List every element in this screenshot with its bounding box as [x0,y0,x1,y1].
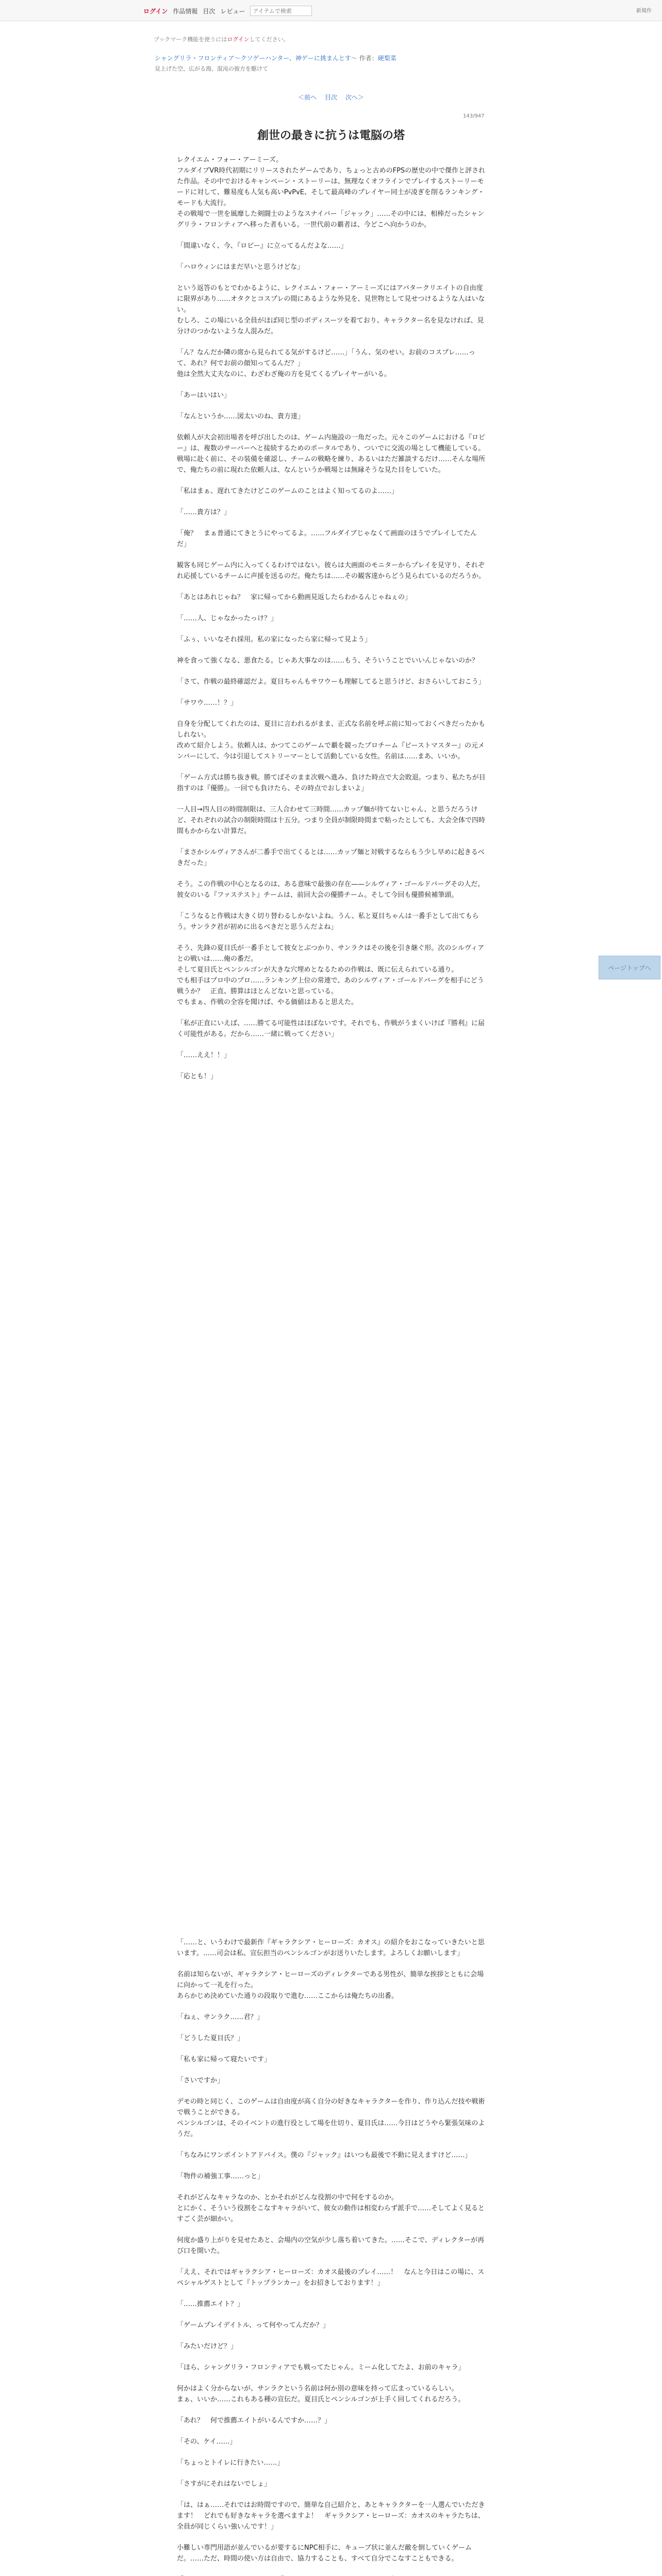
paragraph: 「間違いなく、今、『ロビー』に立ってるんだよな……」 [177,242,347,250]
paragraph: 「まさかシルヴィアさんが二番手で出てくるとは……カップ麺と対戦するならもう少し早めに起きるべきだった」 [177,849,485,867]
paragraph: 「サワウ……！？」 [177,699,238,707]
login-label[interactable]: ログイン [143,7,168,15]
paragraph: 「こうなると作戦は大きく切り替わるしかないよね。うん、私と夏目ちゃんは一番手として出てもらう。サンラク君が初めに出るべきだと思うんだよね」 [177,912,479,931]
paragraph: そう。この作戦の中心となるのは、ある意味で最強の存在——シルヴィア・ゴールドバーグその人だ。 彼女のいる『ファステスト』チームは、前回大会の優勝チーム。そして今回も優勝候補筆頭。 [177,880,485,899]
login-link[interactable] [143,7,168,15]
paragraph: 「さいですか」 [177,2077,224,2084]
paragraph: 「ねぇ、サンラク……君？」 [177,2013,264,2021]
paragraph: 「その、ケイ……」 [177,2438,237,2446]
paragraph: 「私はまぁ、遅れてきたけどこのゲームのことはよく知ってるのよ……」 [177,487,399,495]
paragraph: 「なんというか……図太いのね、貴方達」 [177,413,305,420]
paragraph: 自身を分配してくれたのは、夏目に言われるがまま、正式な名前を呼ぶ前に知っておくべきだったかもしれない。 改めて紹介しよう。依頼人は、かつてこのゲームで覇を競ったプロチーム『ビーストマスター』の元メンバーにして、今は引退してストリーマーとして活動している女性。名前は……まあ、いいか。 [177,720,486,760]
top-right-link[interactable]: 新規作 [636,8,652,14]
paragraph: 「さて、作戦の最終確認だよ。夏目ちゃんもサワウーも理解してると思うけど、おさらいしておこう」 [177,678,485,686]
paragraph: レクイエム・フォー・アーミーズ。 フルダイブVR時代初期にリリースされたゲームであり、ちょっと古めのFPSの歴史の中で傑作と評された作品。その中でおけるキャンペーン・ストーリーは、無理なくオフラインでプレイするストーリーモードに対して、難易度も人気も高いPvPvE、そして最高峰のプレイヤー同士が凌ぎを削るランキング・モードも大流行。 その戦場で一世を風靡した剣闘士のようなスナイパー「ジャック」……その中には、相棒だったシャングリラ・フロンティアへ移った者もいる。一世代前の覇者は、今どこへ向かうのか。 [177,156,486,229]
paragraph: 「……人、じゃなかったっけ？」 [177,615,278,622]
nav-link-work-info[interactable]: 作品情報 [173,7,198,15]
paragraph: 「……と、いうわけで最新作『ギャラクシア・ヒーローズ：カオス』の紹介をおこなっていきたいと思います。……司会は私、宣伝担当のペンシルゴンがお送りいたします。よろしくお願いします」 [177,1939,485,1957]
series-title-link[interactable]: シャングリラ・フロンティア～クソゲーハンター、神ゲーに挑まんとす～ [155,55,357,62]
notice-suffix: してください。 [249,36,289,43]
paragraph: 「は、はぁ……それではお時間ですので、簡単な自己紹介と、あとキャラクターを一人選んでいただきます！ どれでも好きなキャラを選べますよ！ ギャラクシア・ヒーローズ：カオスのキャラたちは、全員が同じくらい強いんです！」 [177,2501,485,2531]
paragraph: 「みたいだけど？」 [177,2343,238,2350]
novel-body-part-1 [177,155,486,1092]
paragraph: 小難しい専門用語が並んでいるが要するにNPC相手に、キューブ状に並んだ敵を倒していくゲームだ。……ただ、時間の使い方は自由で、協力することも、すべて自分でこなすこともできる。 [177,2544,472,2563]
paragraph: 「ゲームプレイデイトル、って何やってんだか？」 [177,2321,329,2329]
author-link[interactable]: 硬梨菜 [377,55,396,62]
paragraph: 「ええ、それではギャラクシア・ヒーローズ：カオス最後のプレイ……！ なんと今日はこの場に、スペシャルゲストとして『トップランカー』をお招きしております！」 [177,2268,485,2287]
paragraph: 「ふぅ、いいなそれ採用。私の家になったら家に帰って見よう」 [177,636,372,643]
paragraph: 名前は知らないが、ギャラクシア・ヒーローズのディレクターである男性が、簡単な挨拶とともに会場に向かって一礼を行った。 あらかじめ決めていた通りの段取りで進む……ここからは俺たちの出番。 [177,1971,484,2000]
pager-top [0,93,662,101]
paragraph: という返答のもとでわかるように、レクイエム・フォー・アーミーズにはアバタークリエイトの自由度に限界があり……オタクとコスプレの間にあるような外見を、見世物として見せつけるような人はいない。 むしろ、この場にいる全員がほぼ同じ型のボディスーツを着ており、キャラクター名を見なければ、見分けのつかないような人混みだ。 [177,284,485,335]
paragraph: 「あれ？ 何で推薦エイトがいるんですか……？」 [177,2417,332,2425]
nav-link-toc[interactable]: 目次 [203,7,216,15]
paragraph: 「さすがにそれはないでしょ」 [177,2480,271,2488]
breadcrumb [155,54,510,73]
prev-link[interactable]: ＜前へ [298,94,317,101]
paragraph: 「……ええ！！」 [177,1052,231,1059]
paragraph: 「あーはいはい」 [177,392,231,399]
paragraph: 「物件の補強工事……っと」 [177,2173,264,2180]
paragraph: 一人目→四人目の時間制限は、三人合わせて三時間……カップ麺が待てないじゃん、と思うだろうけど、それぞれの試合の制限時間は十五分。つまり全員が制限時間まで粘ったとしても、大会全体で四時間もかからない計算だ。 [177,806,486,835]
author-prefix: 作者： [359,55,378,62]
paragraph: 「私も家に帰って寝たいです」 [177,2056,271,2063]
nav-link-review[interactable]: レビュー [220,7,245,15]
toc-link[interactable]: 目次 [324,94,337,101]
next-link[interactable]: 次へ＞ [345,94,364,101]
bookmark-notice [154,35,289,43]
paragraph: 「私が正直にいえば、……勝てる可能性はほぼないです。それでも、作戦がうまくいけば『勝利』に届く可能性がある。だから……一緒に戦ってください」 [177,1020,485,1038]
paragraph: 神を食って強くなる、悪食たる。じゃあ大事なのは……もう、そういうことでいいんじゃないのか？ [177,657,479,665]
paragraph: 「俺？ まぁ普通にてきとうにやってるよ。……フルダイブじゃなくて画面のほうでプレイしてたんだ」 [177,530,477,548]
paragraph: それがどんなキャラなのか、とかそれがどんな役割の中で何をするのか。 とにかく、そういう役割をこなすキャラがいて、彼女の動作は相変わらず派手で……そしてよく見るとすごく芸が細かい。 [177,2194,485,2223]
paragraph: 「ほら、シャングリラ・フロンティアでも戦ってたじゃん。ミーム化してたよ、お前のキャラ」 [177,2364,465,2371]
paragraph: 「あとはあれじゃね？ 家に帰ってから動画見返したらわかるんじゃねぇの」 [177,594,412,601]
notice-login-link[interactable]: ログイン [227,36,250,43]
notice-prefix: ブックマーク機能を使うには [154,36,227,43]
page-count: 143/947 [463,113,485,119]
paragraph: 「ゲーム方式は勝ち抜き戦。勝てばそのまま次戦へ進み、負けた時点で大会敗退。つまり、私たちが目指すのは『優勝』。一回でも負けたら、その時点でおしまいよ」 [177,774,486,792]
paragraph: 「ちょっとトイレに行きたい……」 [177,2459,284,2467]
chapter-title: 創世の最きに抗うは電脳の塔 [257,129,405,142]
paragraph: 「……推薦エイト？」 [177,2300,244,2308]
catchcopy: 見上げた空、広がる海、混沌の彼方を駆けて [155,65,268,72]
paragraph: 「ハロウィンにはまだ早いと思うけどな」 [177,263,304,271]
paragraph: そう、先鋒の夏目氏が一番手として彼女とぶつかり、サンラクはその後を引き継ぐ形。次のシルヴィアとの戦いは……俺の番だ。 そして夏目氏とペンシルゴンが大きな穴埋めとなるための作戦は、既に伝えられている通り。 でも相手はプロ中のプロ……ランキング上位の常連で、あのシルヴィア・ゴールドバーグを相手にどう戦うか？ 正直、勝算はほとんどないと思っている。 でもまぁ、作戦の全容を聞けば、やる価値はあると思えた。 [177,944,485,1006]
paragraph: 何度か盛り上がりを見せたあと、会場内の空気が少し落ち着いてきた。……そこで、ディレクターが再び口を開いた。 [177,2236,485,2255]
top-bar [0,0,662,21]
paragraph: 観客も同じゲーム内に入ってくるわけではない。彼らは大画面のモニターからプレイを見守り、それぞれ応援しているチームに声援を送るのだ。俺たちは……その観客達からどう見られているのだろうか。 [177,562,486,580]
paragraph: 「応とも！」 [177,1073,218,1080]
page-top-button[interactable]: ページトップへ [599,956,660,979]
paragraph: 「……貴方は？」 [177,509,231,516]
search-input[interactable] [250,6,312,16]
paragraph: 「どうした夏目氏？」 [177,2035,244,2042]
novel-body-part-2 [177,1937,486,2576]
paragraph: 何かはよく分からないが、サンラクという名前は何か別の意味を持って広まっているらしい。 まぁ、いいか……これもある種の宣伝だ。夏目氏とペンシルゴンが上手く回してくれるだろう。 [177,2385,465,2403]
paragraph: 「ちなみにワンポイントアドバイス。僕の『ジャック』はいつも最後で不動に見えますけど……」 [177,2151,472,2159]
paragraph: 「ん？なんだか隣の席から見られてる気がするけど……」「うん、気のせい。お前のコスプレ……って、あれ？何でお前の顔知ってるんだ？」 他は全然大丈夫なのに、わざわざ俺の方を見てくるプレイヤーがいる。 [177,349,475,378]
paragraph: 依頼人が大会初出場者を呼び出したのは、ゲーム内施設の一角だった。元々このゲームにおける『ロビー』は、複数のサーバーへと接続するためのポータルであり、ついでに交流の場として機能している。 戦場に赴く前に、その装備を確認し、チームの戦略を練り、あるいはただ雑談するだけ……そんな場所で、俺たちの前に現れた依頼人は、なんというか戦場とは無縁そうな見た目をしていた。 [177,434,486,474]
paragraph: デモの時と同じく、このゲームは自由度が高く自分の好きなキャラクターを作り、作り込んだ技や戦術で戦うことができる。 ペンシルゴンは、そのイベントの進行役として場を仕切り、夏目氏は……今日はどうやら緊張気味のようだ。 [177,2098,485,2138]
